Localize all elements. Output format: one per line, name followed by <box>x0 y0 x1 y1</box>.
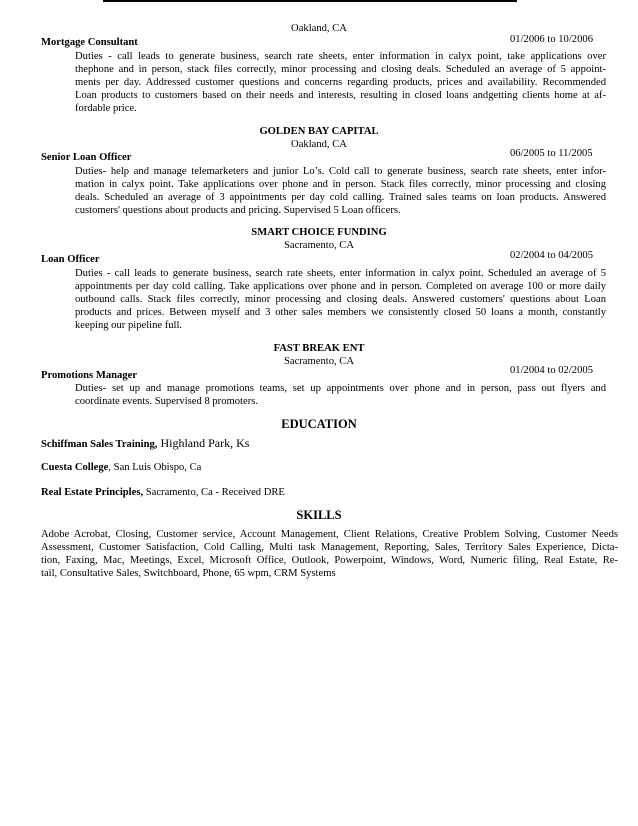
skills-line: tion, Faxing, Mac, Meetings, Excel, Microsoft Office, Outlook, Powerpoint, Windows, Word, Numeric filing, Real Estate, Re- <box>41 554 618 566</box>
education-detail: Sacramento, Ca - Received DRE <box>143 487 285 498</box>
description-line: thephone and in person, stack files correctly, minor processing and closing deals. Scheduled an average of 5 appoint- <box>75 63 606 75</box>
description-line: fordable price. <box>75 102 137 114</box>
education-detail: , San Luis Obispo, Ca <box>108 462 202 473</box>
job-location: Oakland, CA <box>291 23 347 34</box>
skills-heading: SKILLS <box>296 508 342 522</box>
description-line: appointments per day cold calling. Take applications over phone and in person. Completed on average 100 or more daily <box>75 280 606 292</box>
education-item <box>41 437 249 451</box>
skills-line: tail, Consultative Sales, Switchboard, Phone, 65 wpm, CRM Systems <box>41 567 336 579</box>
job-description <box>75 268 606 333</box>
description-line: keeping our pipeline full. <box>75 319 183 331</box>
description-line: products and prices. Between myself and 3 other sales members we consistently closed 50 loans a month, constantly <box>75 306 606 318</box>
job-description <box>75 383 606 409</box>
education-institution: Real Estate Principles, <box>41 487 144 498</box>
job-title: Promotions Manager <box>41 370 138 381</box>
education-institution: Cuesta College <box>41 462 109 473</box>
job-dates: 02/2004 to 04/2005 <box>510 250 593 261</box>
skills-line: Adobe Acrobat, Closing, Customer service, Account Management, Client Relations, Creative Problem Solving, Customer Needs <box>41 529 618 540</box>
job-title: Mortgage Consultant <box>41 37 138 48</box>
job-location: Oakland, CA <box>291 139 347 150</box>
company-name: SMART CHOICE FUNDING <box>251 227 387 238</box>
description-line: Duties- help and manage telemarketers and junior Lo’s. Cold call to generate business, search rate sheets, enter infor- <box>75 166 606 177</box>
skills-line: Assessment, Customer Satisfaction, Cold Calling, Multi task Management, Reporting, Sales, Territory Sales Experience, Dicta- <box>41 541 618 553</box>
job-title: Senior Loan Officer <box>41 152 132 163</box>
job-dates: 01/2006 to 10/2006 <box>510 34 593 45</box>
job-title: Loan Officer <box>41 254 100 265</box>
job-description <box>75 51 606 116</box>
job-location: Sacramento, CA <box>283 240 355 251</box>
skills-list <box>41 529 618 581</box>
education-institution: Schiffman Sales Training, <box>41 439 158 450</box>
description-line: coordinate events. Supervised 8 promoters. <box>75 395 258 407</box>
description-line: ments per day. Addressed customer questions and concerns regarding products, prices and availability. Recommended <box>75 76 606 88</box>
description-line: Duties- set up and manage promotions teams, set up appointments over phone and in person, pass out flyers and <box>75 383 606 394</box>
description-line: customers' questions about products and pricing. Supervised 5 Loan officers. <box>75 204 401 216</box>
education-heading: EDUCATION <box>281 417 357 431</box>
education-detail: Highland Park, Ks <box>157 436 250 450</box>
company-name: GOLDEN BAY CAPITAL <box>259 126 379 137</box>
job-dates: 06/2005 to 11/2005 <box>510 148 593 159</box>
description-line: Duties - call leads to generate business, search rate sheets, enter information in calyx point. Scheduled an average of 5 <box>75 268 606 279</box>
description-line: outbound calls. Stack files correctly, minor processing and closing deals. Answered customers' questions about Loan <box>75 293 606 305</box>
job-location: Sacramento, CA <box>283 356 355 367</box>
education-item <box>41 486 285 499</box>
description-line: Duties - call leads to generate business, search rate sheets, enter information in calyx point, take applications over <box>75 51 606 62</box>
description-line: mation in calyx point. Take applications over phone and in person. Stack files correctly, minor processing and closing <box>75 178 606 190</box>
company-name: FAST BREAK ENT <box>273 343 365 354</box>
description-line: deals. Scheduled an average of 3 appointments per day cold calling. Trained sales teams on loan products. Answered <box>75 191 606 203</box>
job-dates: 01/2004 to 02/2005 <box>510 365 593 376</box>
job-description <box>75 166 606 218</box>
description-line: Loan products to customers based on their needs and interests, resulting in closed loans andgetting clients home at af- <box>75 89 606 101</box>
education-item <box>41 461 201 474</box>
top-rule <box>103 0 517 2</box>
